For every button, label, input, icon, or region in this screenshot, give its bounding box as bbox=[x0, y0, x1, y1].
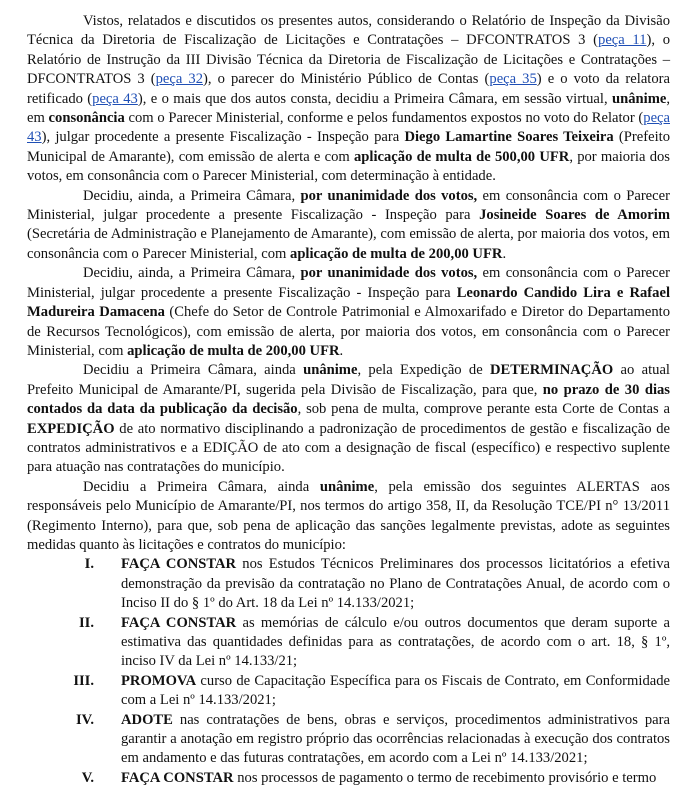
bold-consonancia: consonância bbox=[48, 110, 125, 127]
text: com o Parecer Ministerial, conforme e pelos fundamentos expostos no voto do Relator ( bbox=[124, 110, 644, 127]
item-verb: ADOTE bbox=[121, 711, 173, 728]
text: Decidiu a Primeira Câmara, ainda bbox=[83, 362, 304, 379]
text: . bbox=[502, 245, 507, 262]
paragraph-determinacao bbox=[27, 361, 670, 477]
text: , pela Expedição de bbox=[357, 362, 490, 379]
list-item bbox=[27, 555, 670, 613]
link-peca-43[interactable]: peça 43 bbox=[92, 90, 138, 107]
text: curso de Capacitação Específica para os Fiscais de Contrato, em Conformidade com a Lei nº 14.133/2021; bbox=[121, 672, 670, 709]
item-verb: FAÇA CONSTAR bbox=[121, 614, 237, 631]
text: , por maioria dos votos, em consonância com o Parecer Ministerial, com determinação à entidade. bbox=[27, 148, 670, 185]
paragraph-alertas bbox=[27, 478, 670, 556]
list-item bbox=[27, 614, 670, 672]
text: , sob pena de multa, comprove perante esta Corte de Contas a bbox=[297, 401, 670, 418]
bold-fine: aplicação de multa de 200,00 UFR bbox=[127, 342, 340, 359]
item-text bbox=[121, 711, 670, 769]
alerts-list bbox=[27, 555, 670, 788]
paragraph-decision-intro bbox=[27, 12, 670, 187]
link-peca-43-relator[interactable]: peça 43 bbox=[27, 110, 670, 146]
item-number: III. bbox=[73, 672, 94, 689]
text: , em bbox=[27, 90, 670, 127]
text: Decidiu, ainda, a Primeira Câmara, bbox=[83, 265, 301, 282]
item-number: IV. bbox=[76, 711, 94, 728]
item-verb: FAÇA CONSTAR bbox=[121, 556, 237, 573]
bold-responsible-name: Josineide Soares de Amorim bbox=[479, 207, 670, 224]
text: Decidiu a Primeira Câmara, ainda bbox=[83, 478, 320, 495]
list-item bbox=[27, 672, 670, 711]
text: nos Estudos Técnicos Preliminares dos processos licitatórios a efetiva demonstração da previsão da contratação no Plano de Contratações Anual, de acordo com o Inciso II do § 1º do Art. 18 da Lei nº 14.133/2021; bbox=[121, 556, 670, 612]
bold-expedicao: EXPEDIÇÃO bbox=[27, 420, 115, 437]
bold-unanime: unânime bbox=[303, 362, 358, 379]
bold-fine: aplicação de multa de 500,00 UFR bbox=[354, 148, 570, 165]
text: Decidiu, ainda, a Primeira Câmara, bbox=[83, 187, 301, 204]
item-verb: PROMOVA bbox=[121, 672, 197, 689]
item-text bbox=[121, 614, 670, 672]
bold-determinacao: DETERMINAÇÃO bbox=[489, 362, 614, 379]
text: de ato normativo disciplinando a padronização de procedimentos de gestão e fiscalização de contratos administrativos e a EDIÇÃO de ato com a designação de fiscal (específico) e respectivo suplente para atuação nas contratações do município. bbox=[27, 420, 670, 476]
item-number: V. bbox=[81, 769, 94, 786]
paragraph-leonardo-rafael bbox=[27, 264, 670, 361]
text: nos processos de pagamento o termo de recebimento provisório e termo bbox=[233, 769, 657, 786]
list-item bbox=[27, 711, 670, 769]
item-text bbox=[121, 672, 670, 711]
bold-unanimity: por unanimidade dos votos, bbox=[300, 187, 478, 204]
bold-fine: aplicação de multa de 200,00 UFR bbox=[290, 245, 503, 262]
text: as memórias de cálculo e/ou outros documentos que deram suporte a estimativa das quantidades definidas para as contratações, de acordo com o art. 18, § 1º, inciso IV da Lei nº 14.133/21; bbox=[121, 614, 670, 670]
text: ), e o mais que dos autos consta, decidiu a Primeira Câmara, em sessão virtual, bbox=[137, 90, 612, 107]
text: nas contratações de bens, obras e serviços, procedimentos administrativos para garantir a anotação em registro próprio das ocorrências relacionadas à execução dos contratos em andamento e das futuras contratações, em acordo com a Lei nº 14.133/2021; bbox=[121, 711, 670, 767]
text: , pela emissão dos seguintes ALERTAS aos responsáveis pelo Município de Amarante/PI, nos termos do artigo 358, II, da Resolução TCE/PI n° 13/2011 (Regimento Interno), para que, sob pena de aplicação das sanções legalmente previstas, adote as seguintes medidas quanto às licitações e contratos do município: bbox=[27, 478, 670, 553]
text: em consonância com o Parecer Ministerial, julgar procedente a presente Fiscalização - Inspeção para bbox=[27, 187, 670, 224]
text: ) e o voto da relatora retificado ( bbox=[27, 71, 670, 107]
link-peca-11[interactable]: peça 11 bbox=[598, 32, 647, 49]
bold-unanimity: por unanimidade dos votos, bbox=[300, 265, 478, 282]
text: Vistos, relatados e discutidos os presentes autos, considerando o Relatório de Inspeção da Divisão Técnica da Diretoria de Fiscalização de Licitações e Contratações – DFCONTRATOS 3 ( bbox=[27, 13, 670, 49]
bold-deadline: no prazo de 30 dias contados da data da publicação da decisão bbox=[27, 381, 670, 418]
bold-unanime: unânime bbox=[319, 478, 375, 495]
item-verb: FAÇA CONSTAR bbox=[121, 769, 234, 786]
bold-unanime: unânime bbox=[612, 90, 667, 107]
bold-responsible-name: Leonardo Candido Lira e Rafael Madureira Damacena bbox=[27, 284, 670, 321]
text: ), julgar procedente a presente Fiscalização - Inspeção para bbox=[41, 129, 405, 146]
text: ), o Relatório de Instrução da III Divisão Técnica da Diretoria de Fiscalização de Licitações e Contratações – DFCONTRATOS 3 ( bbox=[27, 32, 670, 88]
text: . bbox=[339, 342, 344, 359]
text: (Prefeito Municipal de Amarante), com emissão de alerta e com bbox=[27, 129, 670, 165]
link-peca-32[interactable]: peça 32 bbox=[155, 71, 204, 88]
bold-responsible-name: Diego Lamartine Soares Teixeira bbox=[404, 129, 614, 146]
paragraph-josineide bbox=[27, 187, 670, 265]
link-peca-35[interactable]: peça 35 bbox=[489, 71, 537, 88]
text: ), o parecer do Ministério Público de Contas ( bbox=[203, 71, 490, 88]
text: (Secretária de Administração e Planejamento de Amarante), com emissão de alerta, por maioria dos votos, em consonância com o Parecer Ministerial, com bbox=[27, 226, 670, 262]
text: (Chefe do Setor de Controle Patrimonial e Almoxarifado e Diretor do Departamento de Recursos Tecnológicos), com emissão de alerta, por maioria dos votos, em consonância com o Parecer Ministerial, com bbox=[27, 304, 670, 359]
list-item bbox=[27, 769, 670, 788]
text: ao atual Prefeito Municipal de Amarante/PI, sugerida pela Divisão de Fiscalização, para que, bbox=[27, 362, 670, 398]
item-text bbox=[121, 769, 670, 788]
item-number: I. bbox=[84, 556, 94, 573]
text: em consonância com o Parecer Ministerial, julgar procedente a presente Fiscalização - Inspeção para bbox=[27, 265, 670, 301]
item-number: II. bbox=[78, 614, 94, 631]
item-text bbox=[121, 555, 670, 613]
